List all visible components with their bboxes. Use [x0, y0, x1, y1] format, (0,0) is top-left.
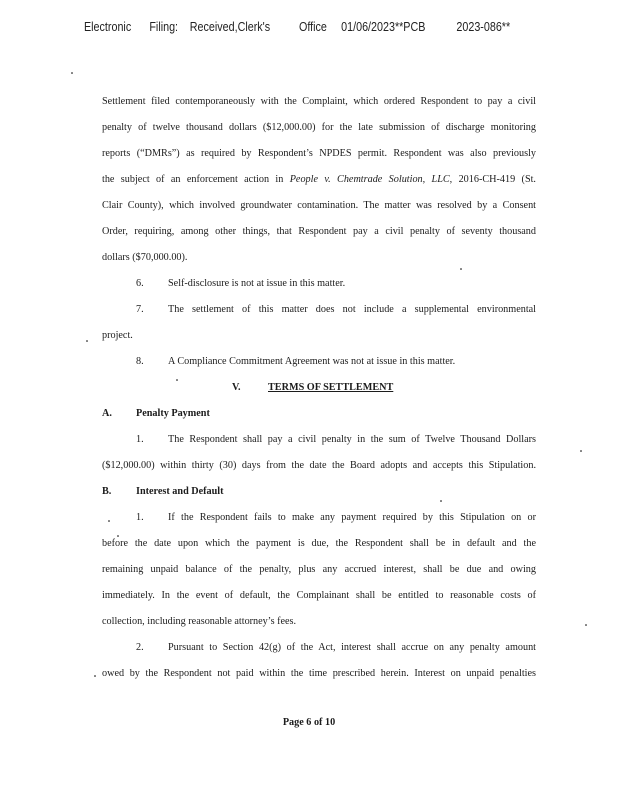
body-line: Order, requiring, among other things, that Respondent pay a civil penalty of seventy thousand	[102, 226, 536, 237]
item-number: 8.	[136, 356, 144, 367]
scan-speck	[117, 535, 119, 537]
item-text: The settlement of this matter does not include a supplemental environmental	[168, 304, 536, 315]
item-text: The Respondent shall pay a civil penalty in the sum of Twelve Thousand Dollars	[168, 434, 536, 445]
header-office: Office	[299, 20, 327, 34]
scan-speck	[585, 624, 587, 626]
body-line: penalty of twelve thousand dollars ($12,000.00) for the late submission of discharge monitoring	[102, 122, 536, 133]
body-line: owed by the Respondent not paid within the time prescribed herein. Interest on unpaid penalties	[102, 668, 536, 679]
section-title: TERMS OF SETTLEMENT	[268, 382, 394, 393]
body-line: immediately. In the event of default, the Complainant shall be entitled to reasonable costs of	[102, 590, 536, 601]
item-text: Self-disclosure is not at issue in this matter.	[168, 278, 346, 289]
scan-speck	[460, 268, 462, 270]
scan-speck	[86, 340, 88, 342]
scan-speck	[94, 675, 96, 677]
scan-speck	[108, 520, 110, 522]
item-continuation: project.	[102, 330, 133, 341]
subsection-title: Penalty Payment	[136, 408, 210, 419]
scan-speck	[176, 379, 178, 381]
case-name: People v. Chemtrade Solution, LLC,	[289, 174, 453, 185]
body-line: collection, including reasonable attorney’s fees.	[102, 616, 297, 627]
subsection-title: Interest and Default	[136, 486, 224, 497]
scan-speck	[71, 72, 73, 74]
item-number: 1.	[136, 512, 144, 523]
header-case-number: 2023-086**	[456, 20, 511, 34]
header-received: Received,Clerk's	[189, 20, 271, 34]
item-number: 7.	[136, 304, 144, 315]
item-text: Pursuant to Section 42(g) of the Act, interest shall accrue on any penalty amount	[168, 642, 536, 653]
item-number: 2.	[136, 642, 144, 653]
item-text: If the Respondent fails to make any payment required by this Stipulation on or	[168, 512, 536, 523]
item-number: 6.	[136, 278, 144, 289]
body-line: Clair County), which involved groundwater contamination. The matter was resolved by a Consent	[102, 200, 536, 211]
scan-speck	[580, 450, 582, 452]
item-text: A Compliance Commitment Agreement was not at issue in this matter.	[168, 356, 456, 367]
body-line: before the date upon which the payment is due, the Respondent shall be in default and the	[102, 538, 536, 549]
body-line: dollars ($70,000.00).	[102, 252, 188, 263]
header-date-pcb: 01/06/2023**PCB	[341, 20, 426, 34]
section-number: V.	[232, 382, 241, 393]
item-number: 1.	[136, 434, 144, 445]
body-line: reports (“DMRs”) as required by Respondent’s NPDES permit. Respondent was also previously	[102, 148, 536, 159]
body-line: Settlement filed contemporaneously with the Complaint, which ordered Respondent to pay a civil	[102, 96, 536, 107]
header-electronic: Electronic	[84, 20, 132, 34]
body-line: remaining unpaid balance of the penalty, plus any accrued interest, shall be due and owing	[102, 564, 536, 575]
body-line: ($12,000.00) within thirty (30) days from the date the Board adopts and accepts this Stipulation.	[102, 460, 536, 471]
page-number: Page 6 of 10	[282, 717, 336, 728]
subsection-letter: A.	[102, 408, 112, 419]
citation-tail: 2016-CH-419 (St.	[452, 174, 536, 185]
scan-speck	[440, 500, 442, 502]
header-filing: Filing:	[149, 20, 179, 34]
citation-lead: the subject of an enforcement action in	[102, 174, 290, 185]
subsection-letter: B.	[102, 486, 112, 497]
body-line-case-citation	[102, 174, 536, 188]
